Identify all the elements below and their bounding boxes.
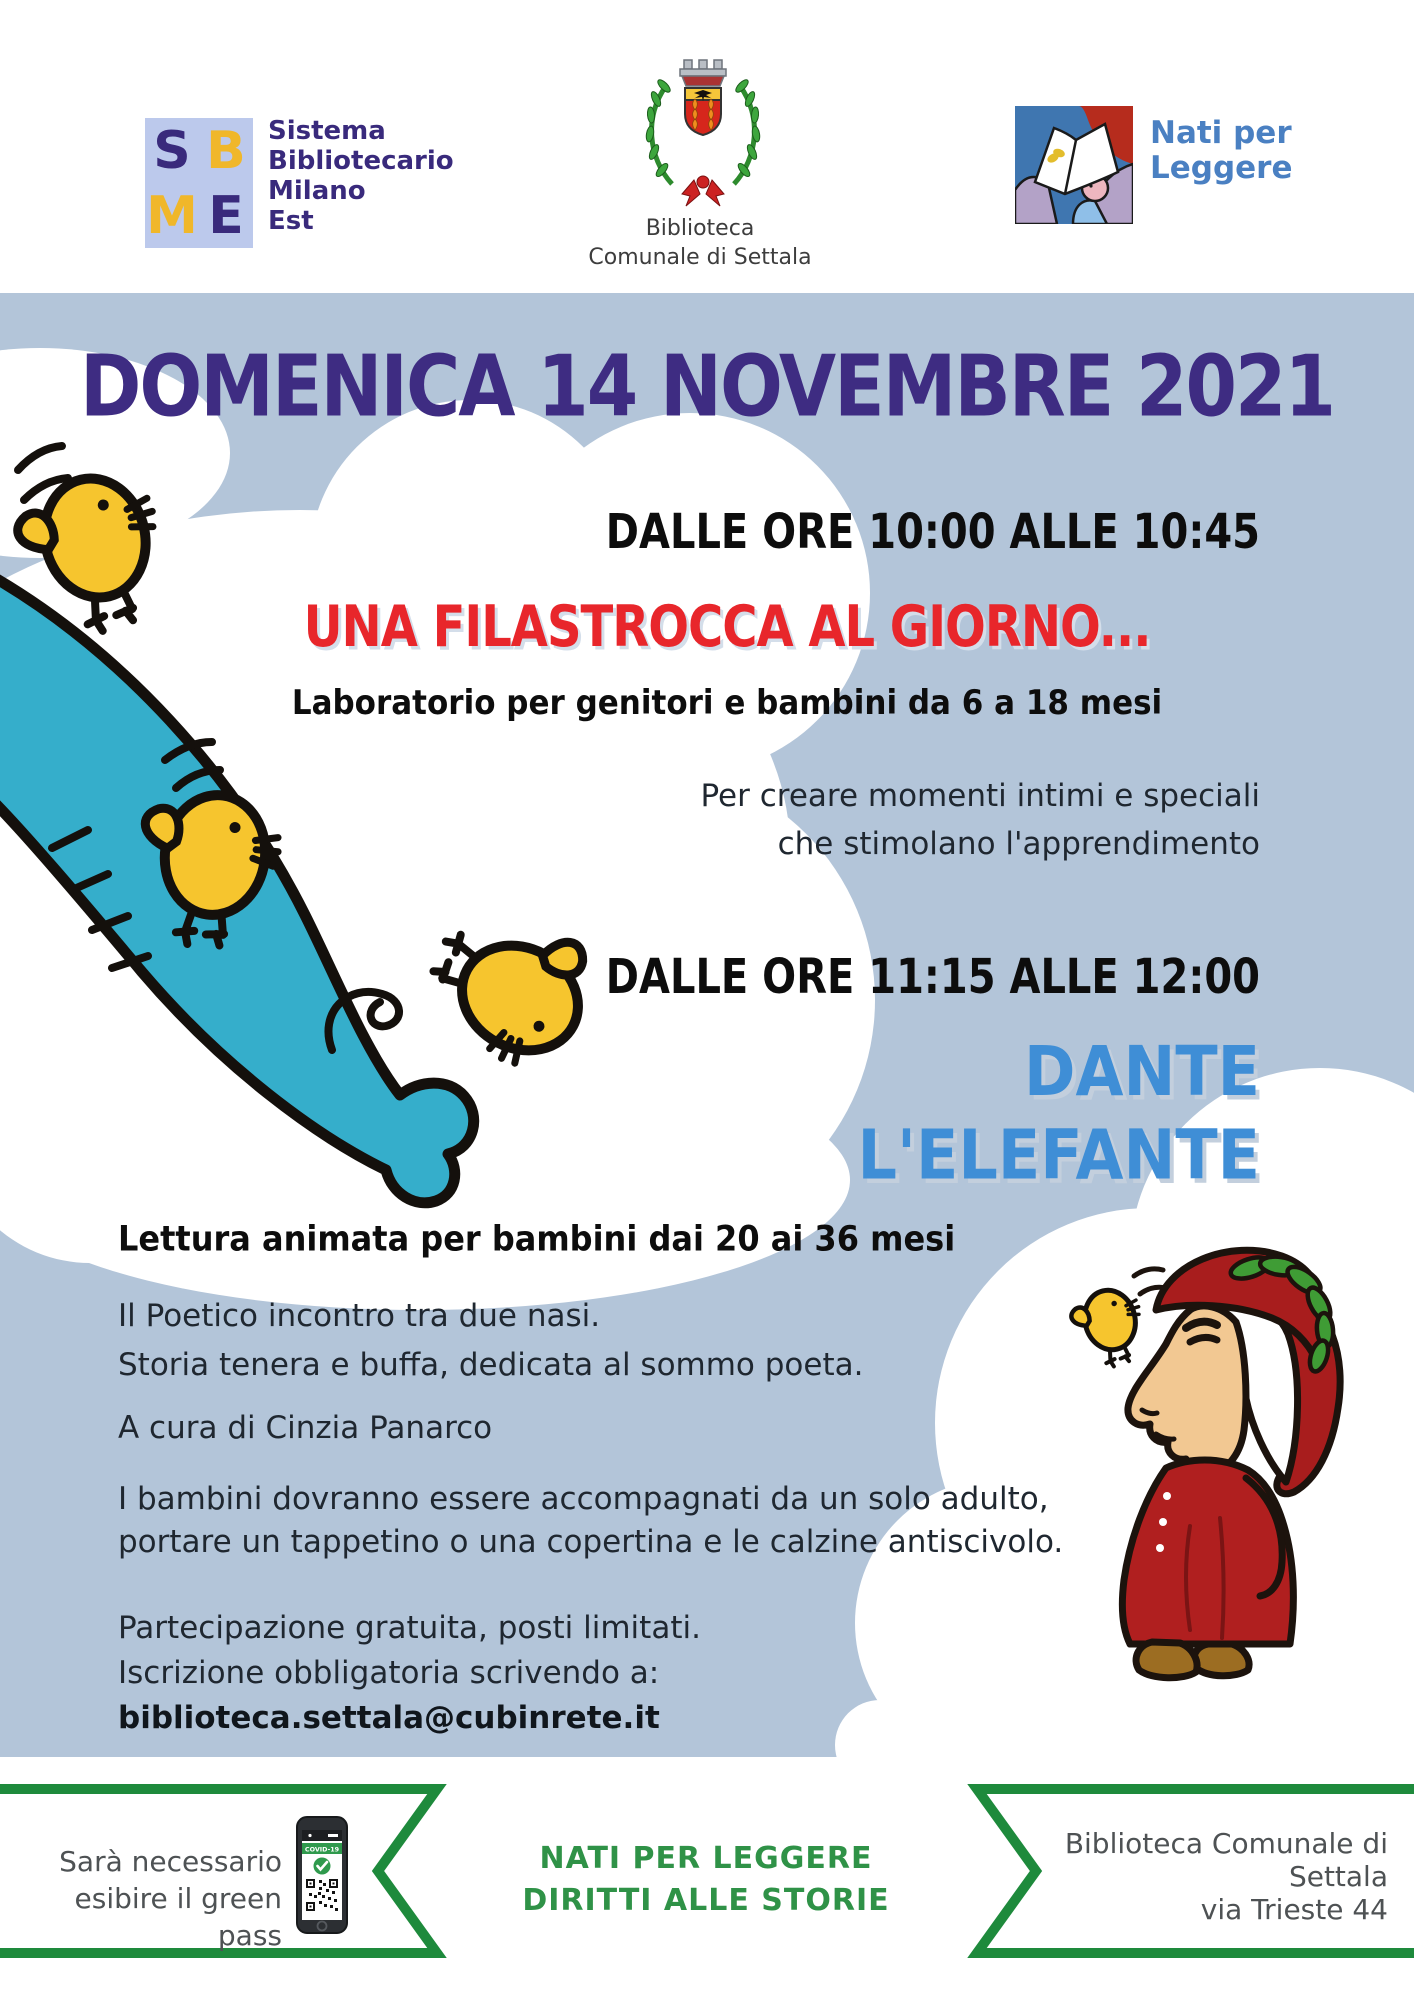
date-title: DOMENICA 14 NOVEMBRE 2021 [79,338,1335,437]
sbme-name-line: Est [268,206,314,236]
event2-subtitle: Lettura animata per bambini dai 20 ai 36 mesi [118,1218,956,1260]
registration-email: biblioteca.settala@cubinrete.it [118,1700,660,1736]
sbme-name-line: Bibliotecario [268,146,454,176]
green-pass-notice-line: Sarà necessario [59,1845,282,1878]
green-pass-notice [30,1843,282,1954]
event1-subtitle: Laboratorio per genitori e bambini da 6 a 18 mesi [291,684,1163,723]
settala-coat-of-arms-icon [638,52,768,208]
event1-description [700,772,1260,868]
npl-name-line: Leggere [1150,150,1293,186]
event2-description [118,1292,863,1390]
nati-per-leggere-logo [1015,106,1133,224]
dante-illustration [1040,1230,1414,1700]
green-pass-phone-icon [296,1816,348,1934]
sbme-letter-e: E [208,185,244,246]
event2-title [858,1030,1260,1197]
sbme-name-line: Sistema [268,116,386,146]
event1-description-line: Per creare momenti intimi e speciali [700,778,1260,814]
comune-caption [540,214,860,272]
event1-description-line: che stimolano l'apprendimento [777,826,1260,862]
comune-caption-line: Comunale di Settala [588,245,812,270]
sbme-name-line: Milano [268,176,366,206]
sbme-name [268,116,454,236]
library-address-line: via Trieste 44 [1200,1893,1388,1926]
event1-title: UNA FILASTROCCA AL GIORNO... [303,594,1151,661]
registration-info [118,1606,701,1741]
library-address-line: Settala [1288,1860,1388,1893]
event2-note-line: I bambini dovranno essere accompagnati da un solo adulto, [118,1481,1049,1517]
npl-name-line: Nati per [1150,115,1292,151]
event2-title-line: DANTE [1024,1031,1260,1112]
sbme-logo [145,118,253,248]
npl-motto [470,1838,942,1922]
comune-caption-line: Biblioteca [645,216,755,241]
mural-crown-icon [680,60,726,86]
npl-motto-line: DIRITTI ALLE STORIE [522,1883,890,1918]
sbme-letter-s: S [153,120,191,181]
event2-description-line: Il Poetico incontro tra due nasi. [118,1298,601,1334]
elephant-trunk-chicks-illustration [0,350,630,1250]
registration-line: Iscrizione obbligatoria scrivendo a: [118,1655,660,1691]
library-address [1058,1827,1388,1926]
sbme-letter-b: B [206,120,246,181]
event1-time: DALLE ORE 10:00 ALLE 10:45 [605,505,1260,561]
library-address-line: Biblioteca Comunale di [1064,1827,1388,1860]
registration-line: Partecipazione gratuita, posti limitati. [118,1610,701,1646]
npl-name [1150,116,1293,186]
event2-time: DALLE ORE 11:15 ALLE 12:00 [605,950,1260,1006]
npl-motto-line: NATI PER LEGGERE [539,1841,873,1876]
sbme-letter-m: M [146,185,198,246]
event2-note-line: portare un tappetino o una copertina e le calzine antiscivolo. [118,1524,1064,1560]
event2-title-line: L'ELEFANTE [857,1114,1260,1195]
event2-curator: A cura di Cinzia Panarco [118,1410,493,1446]
green-pass-notice-line: esibire il green pass [74,1882,282,1952]
event2-description-line: Storia tenera e buffa, dedicata al sommo poeta. [118,1347,864,1383]
phone-screen-label: COVID-19 [304,1845,340,1854]
event2-note [118,1478,1063,1564]
